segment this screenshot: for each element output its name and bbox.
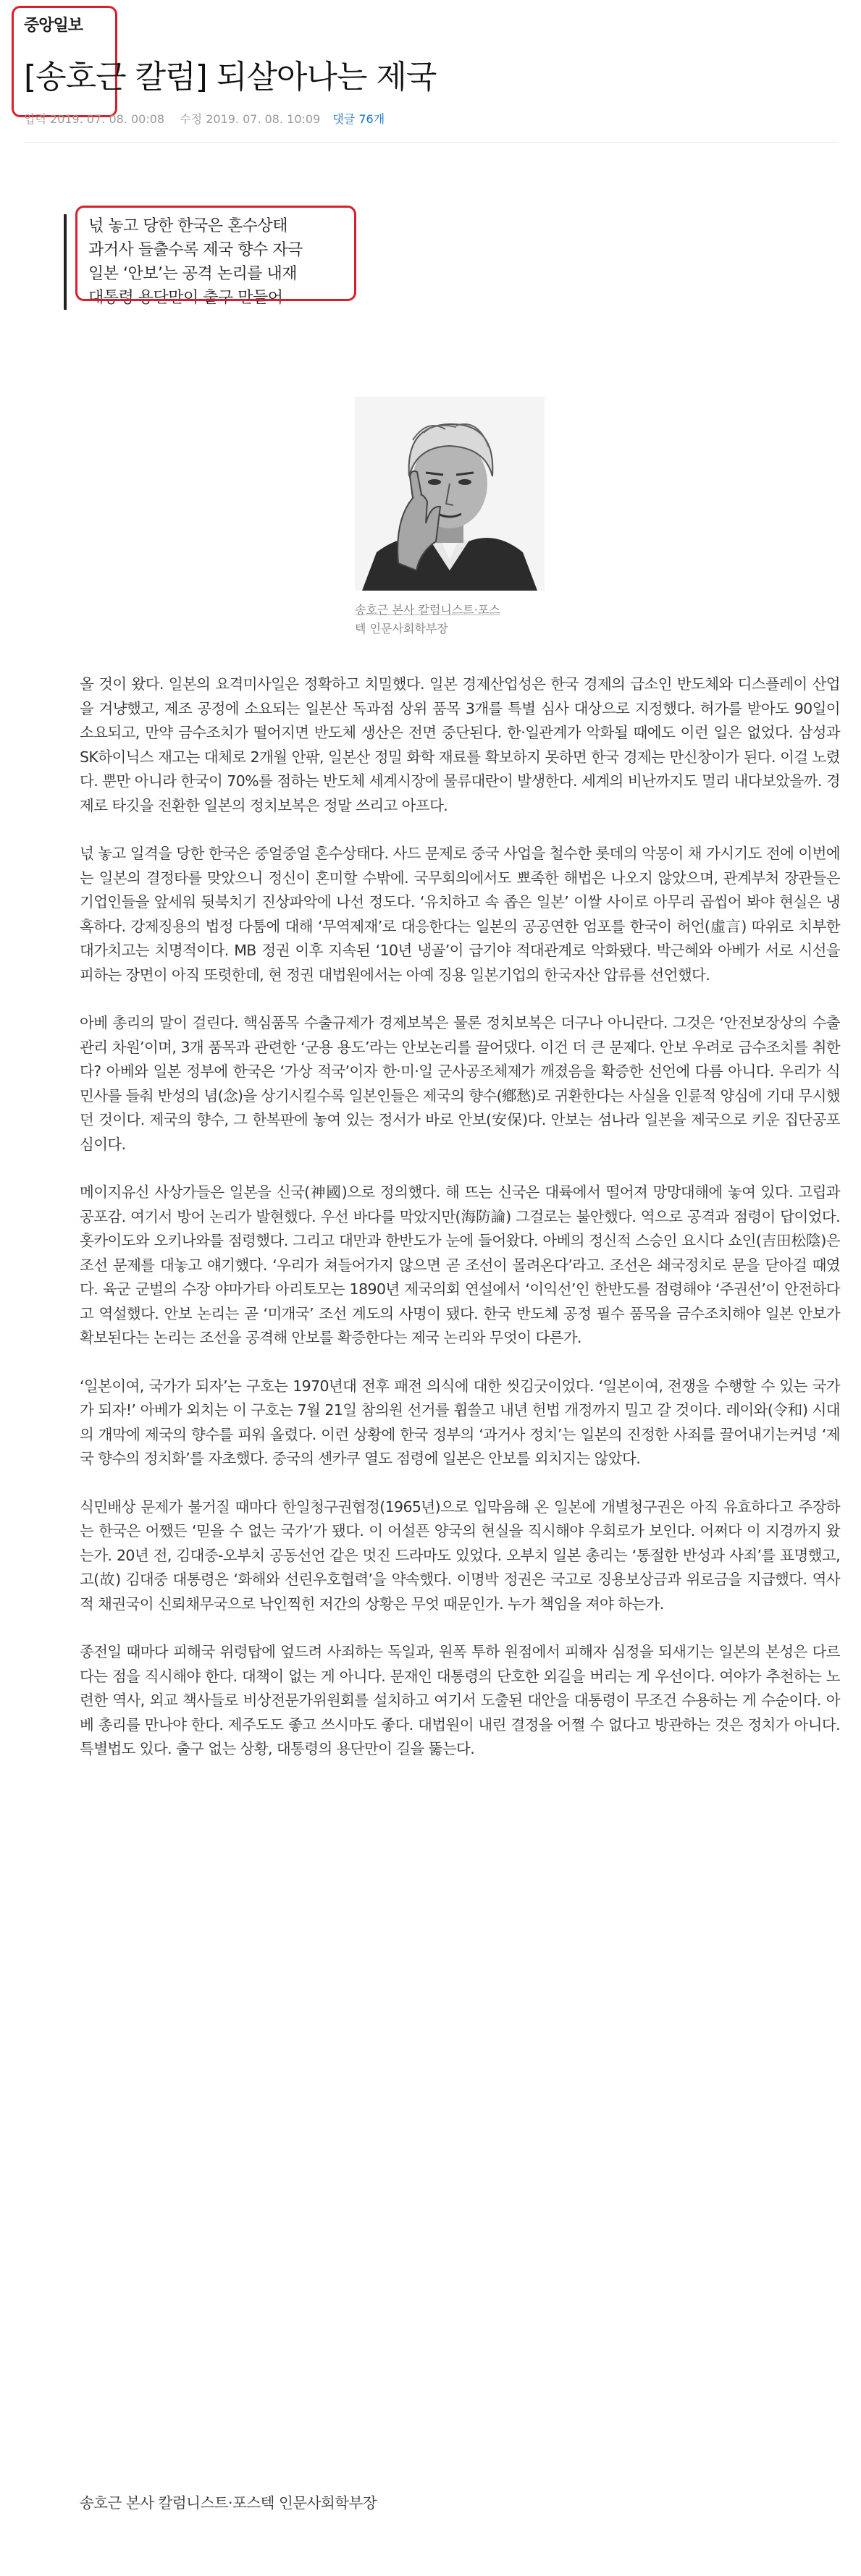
article-paragraph: 식민배상 문제가 불거질 때마다 한일청구권협정(1965년)으로 입막음해 온 일본에 개별청구권은 아직 유효하다고 주장하는 한국은 어쨌든 ‘믿을 수 없는 국가’가 됐다. 이 어설픈 양국의 현실을 직시해야 우회로가 보인다. 어쩌다 이 지경까지 왔는가. 20년 전, 김대중-오부치 공동선언 같은 멋진 드라마도 있었다. 오부치 일본 총리는 ‘통절한 반성과 사죄’를 표명했고, 고(故) 김대중 대통령은 ‘화해와 선린우호협력’을 약속했다. 이명박 정권은 국고로 징용보상금과 위로금을 지급했다. 역사적 채권국이 신뢰채무국으로 낙인찍힌 저간의 상황은 무엇 때문인가. 누가 책임을 져야 하는가. [80, 1498, 840, 1613]
article-paragraph: 넋 놓고 일격을 당한 한국은 중얼중얼 혼수상태다. 사드 문제로 중국 사업을 철수한 롯데의 악몽이 채 가시기도 전에 이번에는 일본의 결정타를 맞았으니 정신이 혼미할 수밖에. 국무회의에서도 뾰족한 해법은 나오지 않았으며, 관계부처 장관들은 기업인들을 앞세워 뒷북치기 진상파악에 나선 정도다. ‘유치하고 속 좁은 일본’ 이쌀 사이로 아무리 곱씹어 봐야 현실은 냉혹하다. 강제징용의 법정 다툼에 대해 ‘무역제재’로 대응한다는 일본의 공공연한 엄포를 한국이 허언(虛言) 따위로 치부한 대가치고는 치명적이다. MB 정권 이후 지속된 ‘10년 냉골’이 급기야 적대관계로 악화됐다. 박근혜와 아베가 서로 시선을 피하는 장면이 아직 또렷한데, 현 정권 대법원에서는 아예 징용 일본기업의 한국자산 압류를 선언했다. [80, 845, 840, 984]
summary-line: 과거사 들출수록 제국 향수 자극 [88, 241, 303, 259]
article-body [80, 672, 840, 1786]
article-paragraph: 메이지유신 사상가들은 일본을 신국(神國)으로 정의했다. 해 뜨는 신국은 대륙에서 떨어져 망망대해에 놓여 있다. 고립과 공포감. 여기서 방어 논리가 발현했다. 우선 바다를 막았지만(海防論) 그걸로는 불안했다. 역으로 공격과 점령이 답이었다. 홋카이도와 오키나와를 점령했다. 그리고 대만과 한반도가 눈에 들어왔다. 아베의 정신적 스승인 요시다 쇼인(吉田松陰)은 조선 문제를 대놓고 얘기했다. ‘우리가 쳐들어가지 않으면 곧 조선이 몰려온다’라고. 조선은 쇄국정치로 문을 닫아걸 때였다. 육군 군벌의 수장 야마가타 아리토모는 1890년 제국의회 연설에서 ‘이익선’인 한반도를 점령해야 ‘주권선’이 안전하다고 역설했다. 안보 논리는 곧 ‘미개국’ 조선 계도의 사명이 됐다. 한국 반도체 공정 필수 품목을 금수조치해야 일본 안보가 확보된다는 논리는 조선을 공격해 안보를 확증한다는 제국 논리와 무엇이 다른가. [80, 1183, 840, 1346]
article-paragraph: 올 것이 왔다. 일본의 요격미사일은 정확하고 치밀했다. 일본 경제산업성은 한국 경제의 급소인 반도체와 디스플레이 산업을 겨냥했고, 제조 공정에 소요되는 일본산 독과점 상위 품목 3개를 특별 심사 대상으로 지정했다. 허가를 받아도 90일이 소요되고, 만약 금수조치가 떨어지면 반도체 생산은 전면 중단된다. 한·일관계가 악화될 때에도 이런 일은 없었다. 삼성과 SK하이닉스 재고는 대체로 2개월 안팎, 일본산 정밀 화학 재료를 확보하지 못하면 한국 경제는 만신창이가 된다. 이걸 노렸다. 뿐만 아니라 한국이 70%를 점하는 반도체 세계시장에 물류대란이 발생한다. 세계의 비난까지도 멀리 내다보았을까. 경제로 타깃을 전환한 일본의 정치보복은 정말 쓰리고 아프다. [80, 675, 840, 814]
header-divider [24, 142, 838, 143]
article-paragraph: 종전일 때마다 피해국 위령탑에 엎드려 사죄하는 독일과, 원폭 투하 원점에서 피해자 심정을 되새기는 일본의 본성은 다르다는 점을 직시해야 한다. 대책이 없는 게 아니다. 문재인 대통령의 단호한 외길을 버리는 게 우선이다. 여야가 추천하는 노련한 역사, 외교 책사들로 비상전문가위원회를 설치하고 여기서 도출된 대안을 대통령이 무조건 수용하는 게 수순이다. 아베 총리를 만나야 한다. 제주도도 좋고 쓰시마도 좋다. 대법원이 내린 결정을 어쩔 수 없다고 방관하는 것은 정치가 아니다. 특별법도 있다. 출구 없는 상황, 대통령의 용단만이 길을 뚫는다. [80, 1643, 840, 1757]
input-label: 입력 [24, 112, 46, 126]
input-date: 2019. 07. 08. 00:08 [50, 112, 165, 126]
caption-line: 텍 인문사회학부장 [355, 622, 448, 635]
summary-highlight-box [75, 206, 356, 301]
caption-line: 송호근 본사 칼럼니스트·포스 [355, 603, 500, 617]
article-paragraph: ‘일본이여, 국가가 되자’는 구호는 1970년대 전후 패전 의식에 대한 씻김굿이었다. ‘일본이여, 전쟁을 수행할 수 있는 국가가 되자!’ 아베가 외치는 이 구호는 7월 21일 참의원 선거를 휩쓸고 내년 헌법 개정까지 밀고 갈 것이다. 레이와(令和) 시대의 개막에 제국의 향수를 피워 올렸다. 이런 상황에 한국 정부의 ‘과거사 정치’는 일본의 진정한 사죄를 끌어내기는커녕 ‘제국 향수의 정치화’를 자초했다. 중국의 센카쿠 열도 점령에 일본은 안보를 외치지는 않았다. [80, 1377, 840, 1467]
article-headline: [송호근 칼럼] 되살아나는 제국 [24, 59, 437, 96]
edit-date: 2019. 07. 08. 10:09 [206, 112, 321, 126]
article-meta [24, 110, 385, 127]
columnist-portrait-icon [355, 397, 545, 591]
comments-link[interactable]: 댓글 76개 [332, 112, 385, 126]
newspaper-logo[interactable]: 중앙일보 [24, 17, 83, 35]
summary-line: 넋 놓고 당한 한국은 혼수상태 [88, 217, 287, 235]
summary-line: 대통령 용단만이 출구 만들어 [88, 289, 283, 307]
edit-label: 수정 [180, 112, 203, 126]
photo-caption [355, 601, 550, 638]
article-paragraph: 아베 총리의 말이 걸린다. 핵심품목 수출규제가 경제보복은 물론 정치보복은 더구나 아니란다. 그것은 ‘안전보장상의 수출관리 차원’이며, 3개 품목과 관련한 ‘군용 용도’라는 안보논리를 끌어댔다. 이건 더 큰 문제다. 안보 우려로 금수조치를 취한다? 아베와 일본 정부에 한국은 ‘가상 적국’이자 한·미·일 군사공조체제가 깨졌음을 확증한 선언에 다름 아니다. 우리가 식민사를 들춰 반성의 념(念)을 상기시킬수록 일본인들은 제국의 향수(鄕愁)로 귀환한다는 사실을 인륜적 양심에 기대 무시했던 것이다. 제국의 향수, 그 한복판에 놓여 있는 정서가 바로 안보(安保)다. 안보는 섬나라 일본을 제국으로 키운 집단공포심이다. [80, 1014, 840, 1153]
article-byline: 송호근 본사 칼럼니스트·포스텍 인문사회학부장 [80, 2494, 377, 2512]
summary-line: 일본 ‘안보’는 공격 논리를 내재 [88, 265, 297, 283]
